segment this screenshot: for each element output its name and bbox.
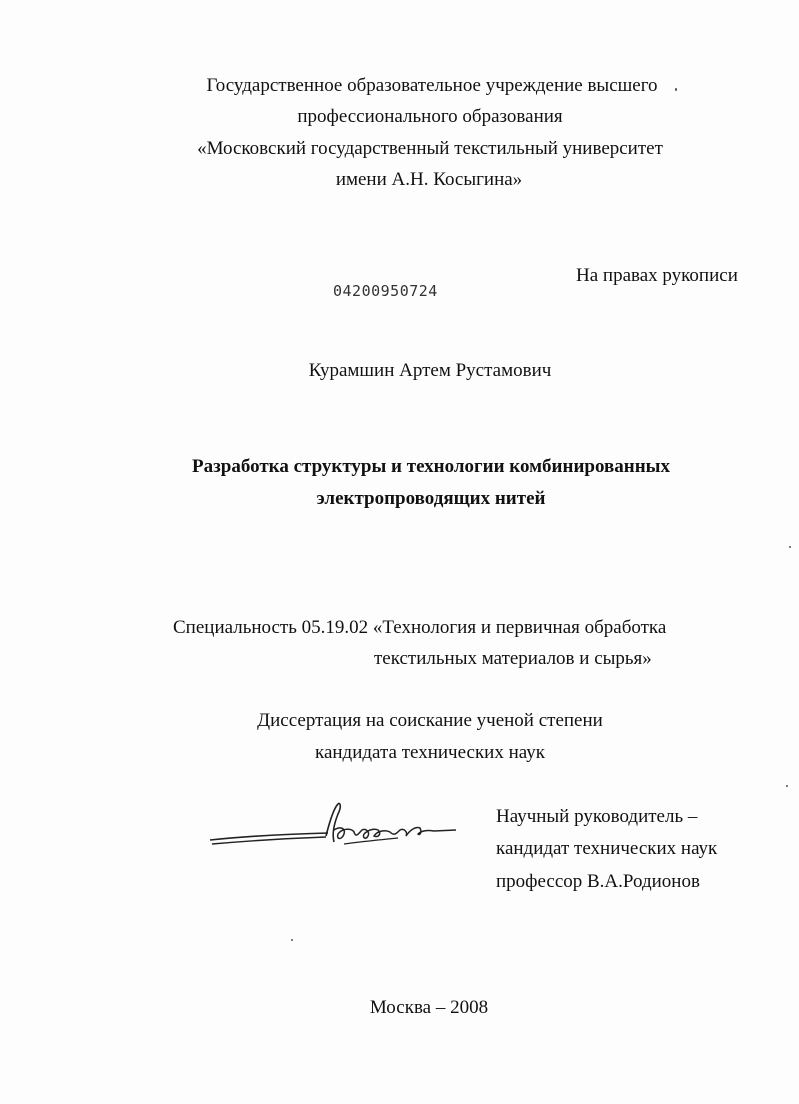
advisor-line-3: профессор В.А.Родионов <box>496 871 700 892</box>
registration-code: 04200950724 <box>333 282 438 300</box>
dissertation-title-line-1: Разработка структуры и технологии комбинированных <box>192 456 670 477</box>
degree-line-1: Диссертация на соискание ученой степени <box>257 710 603 731</box>
scan-speck <box>786 785 788 787</box>
institution-line-4: имени А.Н. Косыгина» <box>335 169 523 190</box>
institution-line-1: Государственное образовательное учреждение высшего <box>206 75 658 96</box>
advisor-line-1: Научный руководитель – <box>496 806 698 827</box>
institution-line-2: профессионального образования <box>297 106 563 127</box>
specialty-line-2: текстильных материалов и сырья» <box>374 648 652 669</box>
advisor-line-2: кандидат технических наук <box>496 838 718 859</box>
author-name: Курамшин Артем Рустамович <box>308 360 552 381</box>
rights-note: На правах рукописи <box>576 265 738 286</box>
scan-speck <box>291 939 293 941</box>
scan-speck <box>675 88 677 91</box>
degree-line-2: кандидата технических наук <box>315 742 545 763</box>
scan-speck <box>789 546 791 548</box>
advisor-signature <box>208 800 458 856</box>
institution-line-3: «Московский государственный текстильный университет <box>197 138 663 159</box>
dissertation-title-line-2: электропроводящих нитей <box>316 488 546 509</box>
specialty-line-1: Специальность 05.19.02 «Технология и первичная обработка <box>173 617 667 638</box>
city-year: Москва – 2008 <box>369 997 489 1018</box>
